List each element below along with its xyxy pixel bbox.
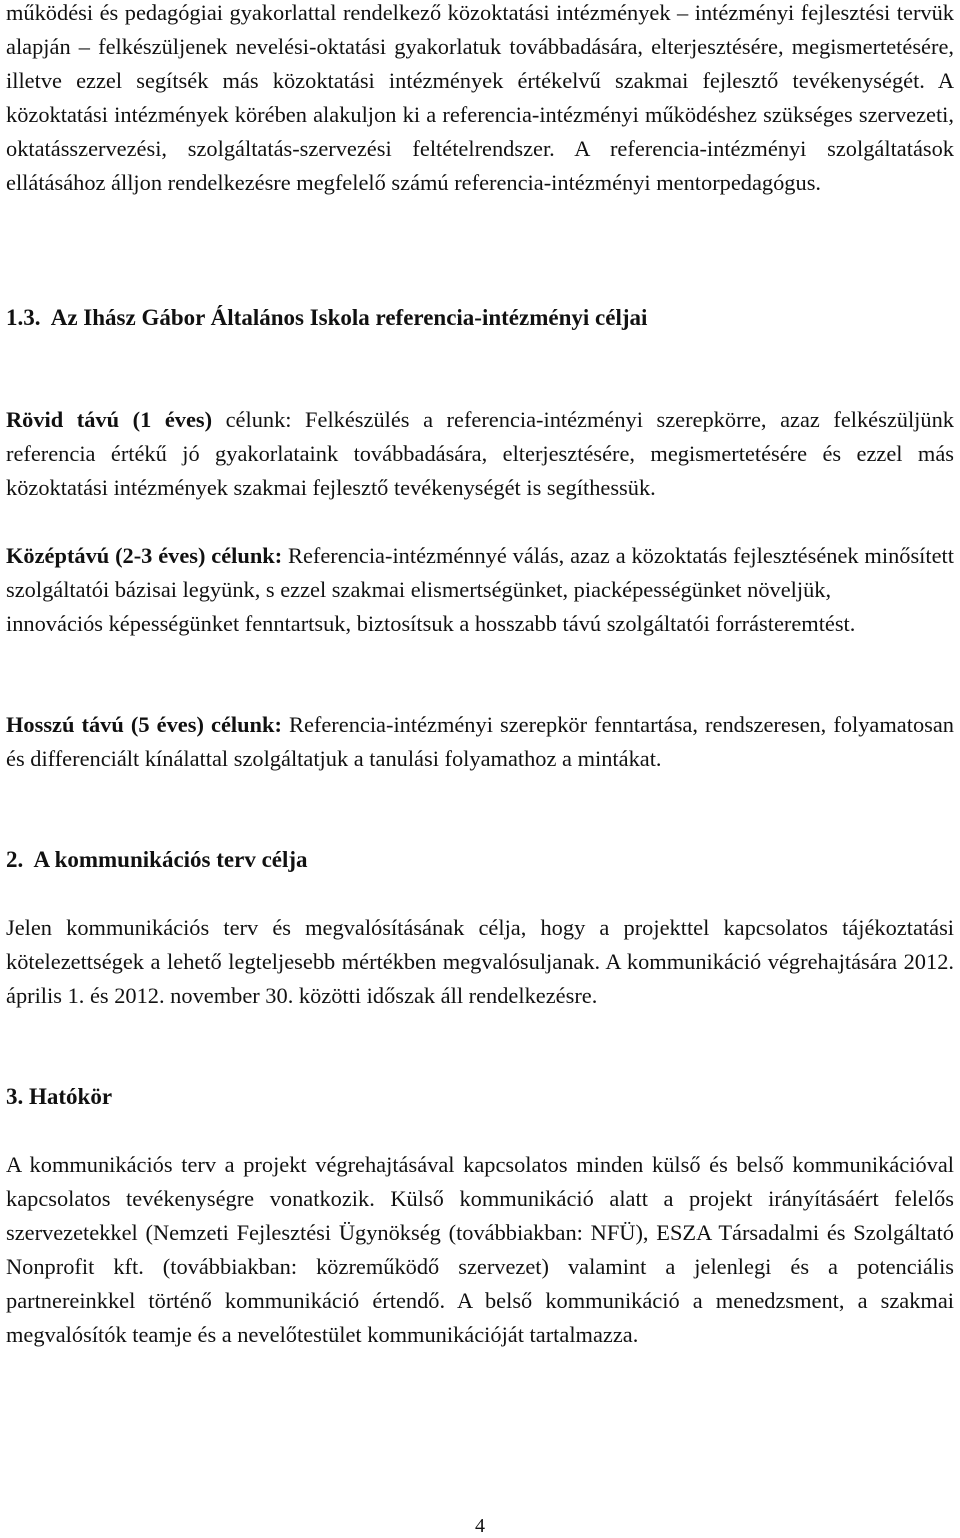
page-number: 4 bbox=[475, 1515, 485, 1537]
section-2-heading: 2. A kommunikációs terv célja bbox=[6, 847, 308, 872]
intro-paragraph: működési és pedagógiai gyakorlattal rendelkező közoktatási intézmények – intézményi fejlesztési tervük alapján – felkészüljenek nevelési-oktatási gyakorlatuk továbbadására, elterjesztésére, megismertetésére, illetve ezzel segítsék más közoktatási intézmények értékelvű szakmai fejlesztő tevékenységét. A közoktatási intézmények körében alakuljon ki a referencia-intézményi működéshez szükséges szervezeti, oktatásszervezési, szolgáltatás-szervezési feltételrendszer. A referencia-intézményi szolgáltatások ellátásához álljon rendelkezésre megfelelő számú referencia-intézményi mentorpedagógus. bbox=[6, 0, 954, 195]
short-term-goal-text: célunk: Felkészülés a referencia-intézményi szerepkörre, azaz felkészüljünk referencia értékű jó gyakorlataink továbbadására, elterjesztésére, megismertetésére és ezzel más közoktatási intézmények szakmai fejlesztő tevékenységét is segíthessük. bbox=[6, 407, 954, 500]
section-1-3-heading: 1.3. Az Ihász Gábor Általános Iskola referencia-intézményi céljai bbox=[6, 305, 648, 330]
long-term-goal-paragraph bbox=[6, 708, 954, 776]
scope-paragraph: A kommunikációs terv a projekt végrehajtásával kapcsolatos minden külső és belső kommunikációval kapcsolatos tevékenységre vonatkozik. Külső kommunikáció alatt a projekt irányításáért felelős szervezetekkel (Nemzeti Fejlesztési Ügynökség (továbbiakban: NFÜ), ESZA Társadalmi és Szolgáltató Nonprofit kft. (továbbiakban: közreműködő szervezet) valamint a jelenlegi és a potenciális partnereinkkel történő kommunikáció értendő. A belső kommunikáció a menedzsment, a szakmai megvalósítók teamje és a nevelőtestület kommunikációját tartalmazza. bbox=[6, 1152, 954, 1347]
mid-term-goal-paragraph bbox=[6, 539, 954, 607]
long-term-goal-text: Referencia-intézményi szerepkör fenntartása, rendszeresen, folyamatosan és differenciált kínálattal szolgáltatjuk a tanulási folyamathoz a mintákat. bbox=[6, 712, 954, 771]
short-term-goal-paragraph bbox=[6, 403, 954, 505]
communication-plan-paragraph: Jelen kommunikációs terv és megvalósításának célja, hogy a projekttel kapcsolatos tájékoztatási kötelezettségek a lehető legteljesebb mértékben megvalósuljanak. A kommunikáció végrehajtására 2012. április 1. és 2012. november 30. közötti időszak áll rendelkezésre. bbox=[6, 915, 954, 1008]
mid-term-goal-text: Referencia-intézménnyé válás, azaz a közoktatás fejlesztésének minősített szolgáltatói bázisai legyünk, s ezzel szakmai elismertségünket, piacképességünket növeljük, bbox=[6, 543, 954, 602]
mid-term-goal-continuation: innovációs képességünket fenntartsuk, biztosítsuk a hosszabb távú szolgáltatói forrásteremtést. bbox=[6, 611, 856, 636]
section-3-heading: 3. Hatókör bbox=[6, 1084, 113, 1109]
mid-term-goal-block bbox=[6, 539, 954, 641]
long-term-goal-label: Hosszú távú (5 éves) célunk: bbox=[6, 712, 282, 737]
short-term-goal-label: Rövid távú (1 éves) bbox=[6, 407, 213, 432]
mid-term-goal-label: Középtávú (2-3 éves) célunk: bbox=[6, 543, 283, 568]
